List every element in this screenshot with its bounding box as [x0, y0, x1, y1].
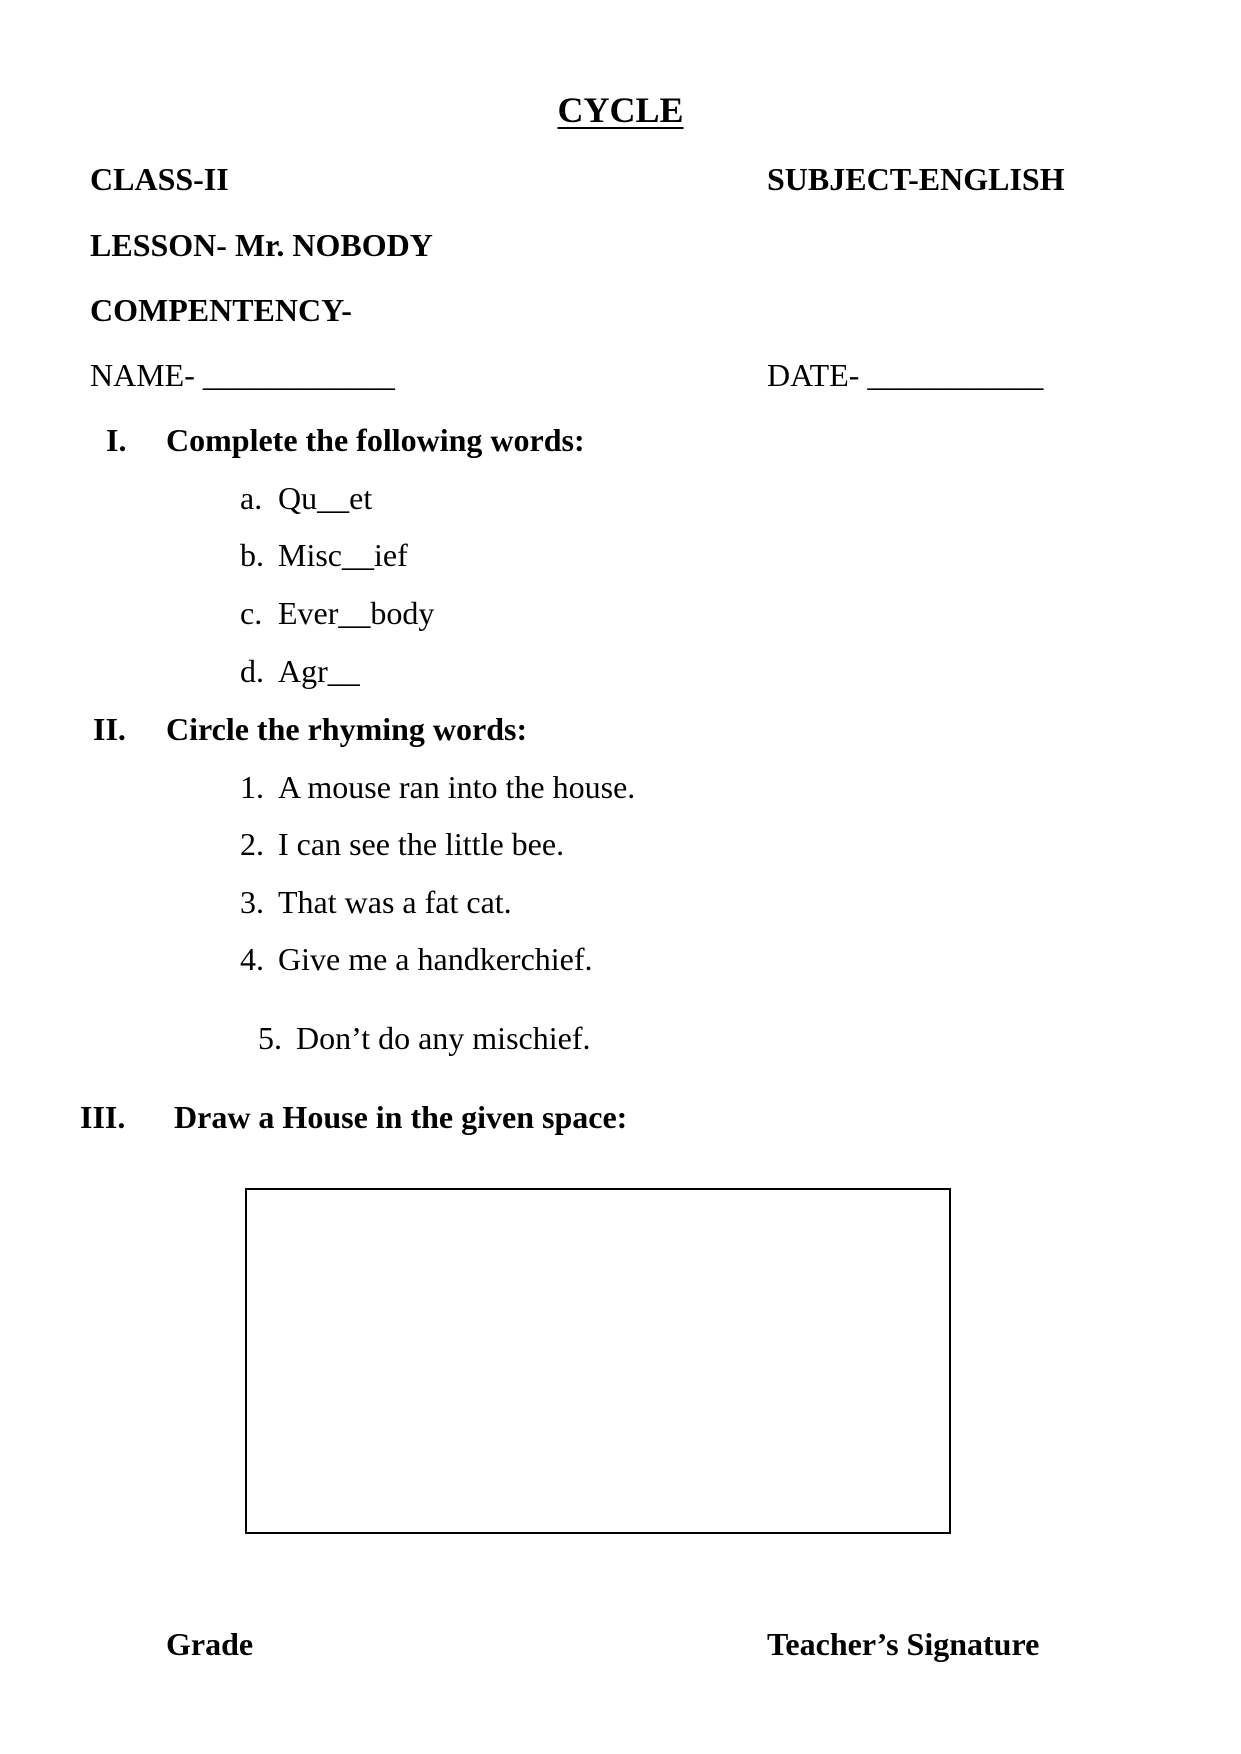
word-item	[240, 595, 434, 632]
teacher-signature-label: Teacher’s Signature	[767, 1626, 1040, 1662]
lesson-label: LESSON- Mr. NOBODY	[90, 227, 433, 263]
sentence-text[interactable]: A mouse ran into the house.	[278, 769, 636, 805]
rhyme-sentence	[240, 941, 593, 978]
subject-label: SUBJECT-ENGLISH	[767, 161, 1065, 197]
list-marker: a.	[240, 480, 263, 516]
list-marker: 2.	[240, 826, 264, 862]
rhyme-sentence	[240, 769, 635, 806]
list-marker: 4.	[240, 941, 264, 977]
drawing-area[interactable]	[245, 1188, 951, 1534]
section-2-number: II.	[93, 711, 126, 747]
date-field[interactable]: DATE- ___________	[767, 357, 1044, 393]
sentence-text[interactable]: I can see the little bee.	[278, 826, 565, 862]
rhyme-sentence	[258, 1020, 590, 1057]
sentence-text[interactable]: That was a fat cat.	[278, 884, 512, 920]
class-label: CLASS-II	[90, 161, 229, 197]
word-item	[240, 537, 408, 574]
grade-label: Grade	[166, 1626, 254, 1662]
list-marker: 3.	[240, 884, 264, 920]
word-text[interactable]: Qu__et	[278, 480, 373, 516]
word-item	[240, 480, 372, 517]
list-marker: 1.	[240, 769, 264, 805]
section-3-number: III.	[80, 1099, 126, 1135]
word-text[interactable]: Agr__	[278, 653, 360, 689]
worksheet-title: CYCLE	[557, 90, 684, 130]
list-marker: 5.	[258, 1020, 282, 1056]
word-text[interactable]: Ever__body	[278, 595, 435, 631]
word-item	[240, 653, 360, 690]
section-1-title: Complete the following words:	[166, 422, 585, 458]
sentence-text[interactable]: Don’t do any mischief.	[296, 1020, 591, 1056]
list-marker: c.	[240, 595, 263, 631]
name-field[interactable]: NAME- ____________	[90, 357, 395, 393]
rhyme-sentence	[240, 884, 512, 921]
competency-label: COMPENTENCY-	[90, 292, 352, 328]
word-text[interactable]: Misc__ief	[278, 537, 408, 573]
section-1-number: I.	[106, 422, 127, 458]
section-2-title: Circle the rhyming words:	[166, 711, 528, 747]
sentence-text[interactable]: Give me a handkerchief.	[278, 941, 593, 977]
list-marker: b.	[240, 537, 264, 573]
list-marker: d.	[240, 653, 264, 689]
section-3-title: Draw a House in the given space:	[174, 1099, 628, 1135]
rhyme-sentence	[240, 826, 564, 863]
